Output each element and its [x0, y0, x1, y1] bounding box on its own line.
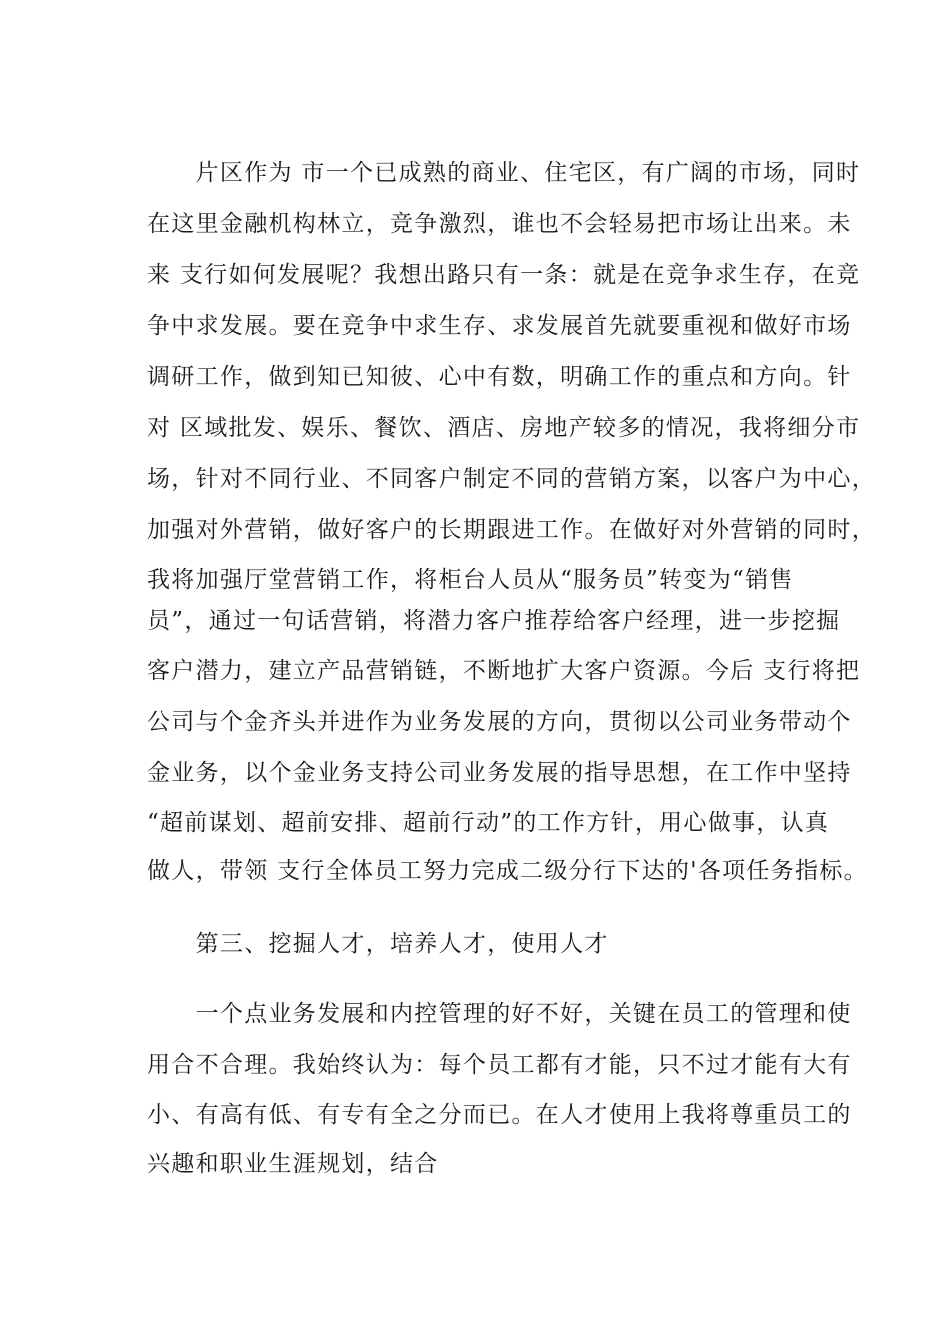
paragraph-2-line-4: 兴趣和职业生涯规划，结合 [147, 1151, 439, 1177]
paragraph-1-line-14: “超前谋划、超前安排、超前行动”的工作方针，用心做事，认真 [147, 810, 830, 836]
paragraph-1-line-6: 对 区域批发、娱乐、餐饮、酒店、房地产较多的情况，我将细分市 [147, 415, 861, 441]
paragraph-1-line-11: 客户潜力，建立产品营销链，不断地扩大客户资源。今后 支行将把 [147, 658, 861, 684]
paragraph-1-line-4: 争中求发展。要在竞争中求生存、求发展首先就要重视和做好市场 [147, 313, 852, 339]
paragraph-1-line-9: 我将加强厅堂营销工作，将柜台人员从“服务员”转变为“销售 [147, 567, 794, 593]
paragraph-1-line-12: 公司与个金齐头并进作为业务发展的方向，贯彻以公司业务带动个 [147, 709, 852, 735]
paragraph-1-line-5: 调研工作，做到知已知彼、心中有数，明确工作的重点和方向。针 [147, 364, 852, 390]
paragraph-1-line-15: 做人，带领 支行全体员工努力完成二级分行下达的'各项任务指标。 [147, 858, 868, 884]
paragraph-1-line-3: 来 支行如何发展呢？我想出路只有一条：就是在竞争求生存，在竞 [147, 262, 861, 288]
paragraph-1-line-8: 加强对外营销，做好客户的长期跟进工作。在做好对外营销的同时， [147, 517, 876, 543]
paragraph-1-line-1: 片区作为 市一个已成熟的商业、住宅区，有广阔的市场，同时 [147, 160, 861, 186]
paragraph-2-line-1: 一个点业务发展和内控管理的好不好，关键在员工的管理和使 [147, 1001, 852, 1027]
paragraph-1-line-10: 员”，通过一句话营销，将潜力客户推荐给客户经理，进一步挖掘 [147, 608, 841, 634]
paragraph-2-line-2: 用合不合理。我始终认为：每个员工都有才能，只不过才能有大有 [147, 1052, 852, 1078]
paragraph-2-line-3: 小、有高有低、有专有全之分而已。在人才使用上我将尊重员工的 [147, 1102, 852, 1128]
paragraph-1-line-2: 在这里金融机构林立，竞争激烈，谁也不会轻易把市场让出来。未 [147, 211, 852, 237]
paragraph-1-line-13: 金业务，以个金业务支持公司业务发展的指导思想，在工作中坚持 [147, 760, 852, 786]
paragraph-1-line-7: 场，针对不同行业、不同客户制定不同的营销方案，以客户为中心， [147, 466, 876, 492]
section-heading: 第三、挖掘人才，培养人才，使用人才 [147, 931, 609, 957]
